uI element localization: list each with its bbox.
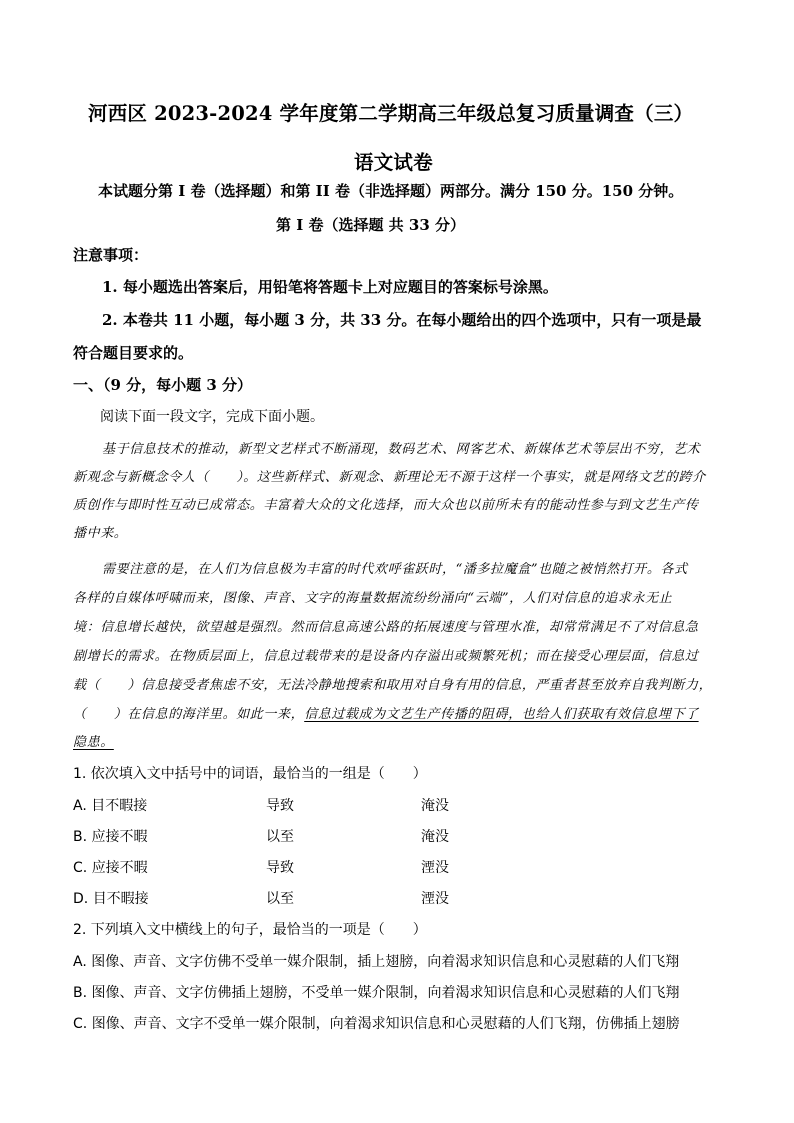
question-2-stem: 2. 下列填入文中横线上的句子，最恰当的一项是（ ） [73,922,427,938]
q1-option-b [73,826,148,846]
q1-option-d [73,888,149,908]
passage-line: 剧增长的需求。在物质层面上，信息过载带来的是设备内存溢出或频繁死机；而在接受心理层面，信息过 [73,649,699,664]
q1-option-a-word-3: 淹没 [421,798,449,814]
q1-option-b-word-3: 淹没 [421,829,449,845]
part1-heading: 一、（9 分，每小题 3 分） [73,376,253,394]
q2-option-c [73,1013,680,1033]
passage-line: 需要注意的是，在人们为信息极为丰富的时代欢呼雀跃时，“潘多拉魔盒”也随之被悄然打开。各式 [102,562,688,577]
option-letter: A. [73,798,87,814]
passage-line: 各样的自媒体呼啸而来，图像、声音、文字的海量数据流纷纷涌向“云端”，人们对信息的追求永无止 [73,591,673,606]
q1-option-d-word-2: 以至 [266,891,294,907]
exam-intro: 本试题分第 I 卷（选择题）和第 II 卷（非选择题）两部分。满分 150 分。150 分钟。 [98,182,684,200]
option-text: 图像、声音、文字仿佛插上翅膀，不受单一媒介限制，向着渴求知识信息和心灵慰藉的人们飞翔 [91,985,680,1001]
document-title: 河西区 2023-2024 学年度第二学期高三年级总复习质量调查（三） [88,102,694,125]
q2-option-a [73,951,679,971]
underlined-sentence: 信息过载成为文艺生产传播的阻碍，也给人们获取有效信息埋下了 [304,707,699,722]
passage-line: 质创作与即时性互动已成常态。丰富着大众的文化选择，而大众也以前所未有的能动性参与到文艺生产传 [73,498,699,513]
passage-line: 载（ ）信息接受者焦虑不安，无法冷静地搜索和取用对自身有用的信息，严重者甚至放弃自我判断力， [73,678,713,693]
option-letter: C. [73,1016,88,1032]
option-word-1: 应接不暇 [91,829,148,845]
q1-option-d-word-3: 湮没 [421,891,449,907]
q1-option-a [73,795,147,815]
option-letter: D. [73,891,89,907]
option-word-1: 目不暇接 [92,891,149,907]
notes-heading: 注意事项： [73,246,149,264]
document-subtitle: 语文试卷 [354,151,433,174]
q1-option-a-word-2: 导致 [266,798,294,814]
passage-line: 基于信息技术的推动，新型文艺样式不断涌现，数码艺术、网客艺术、新媒体艺术等层出不穷，艺术 [102,442,701,457]
passage-text: （ ）在信息的海洋里。如此一来， [73,707,305,722]
option-letter: B. [73,985,88,1001]
section-heading: 第 I 卷（选择题 共 33 分） [276,216,466,234]
passage-line-with-blank [73,703,699,722]
q1-option-b-word-2: 以至 [266,829,294,845]
notes-item-1: 1. 每小题选出答案后，用铅笔将答题卡上对应题目的答案标号涂黑。 [102,278,558,296]
option-word-1: 应接不暇 [91,860,148,876]
option-word-1: 目不暇接 [91,798,148,814]
option-letter: A. [73,954,87,970]
passage-line: 播中来。 [73,526,128,541]
option-letter: C. [73,860,88,876]
passage-line: 境：信息增长越快，欲望越是强烈。然而信息高速公路的拓展速度与管理水准，却常常满足不了对信息急 [73,620,699,635]
q2-option-b [73,982,680,1002]
reading-instruction: 阅读下面一段文字，完成下面小题。 [100,409,324,425]
q1-option-c-word-3: 湮没 [421,860,449,876]
passage-line: 新观念与新概念令人（ ）。这些新样式、新观念、新理论无不源于这样一个事实，就是网络文艺的跨介 [73,470,706,485]
notes-item-2-cont: 符合题目要求的。 [73,344,194,362]
q1-option-c-word-2: 导致 [266,860,294,876]
option-text: 图像、声音、文字仿佛不受单一媒介限制，插上翅膀，向着渴求知识信息和心灵慰藉的人们飞翔 [91,954,680,970]
option-letter: B. [73,829,88,845]
underlined-sentence-cont: 隐患。 [73,735,114,750]
q1-option-c [73,857,148,877]
notes-item-2: 2. 本卷共 11 小题，每小题 3 分，共 33 分。在每小题给出的四个选项中，只有一项是最 [102,311,702,329]
question-1-stem: 1. 依次填入文中括号中的词语，最恰当的一组是（ ） [73,766,427,782]
option-text: 图像、声音、文字不受单一媒介限制，向着渴求知识信息和心灵慰藉的人们飞翔，仿佛插上翅膀 [91,1016,680,1032]
